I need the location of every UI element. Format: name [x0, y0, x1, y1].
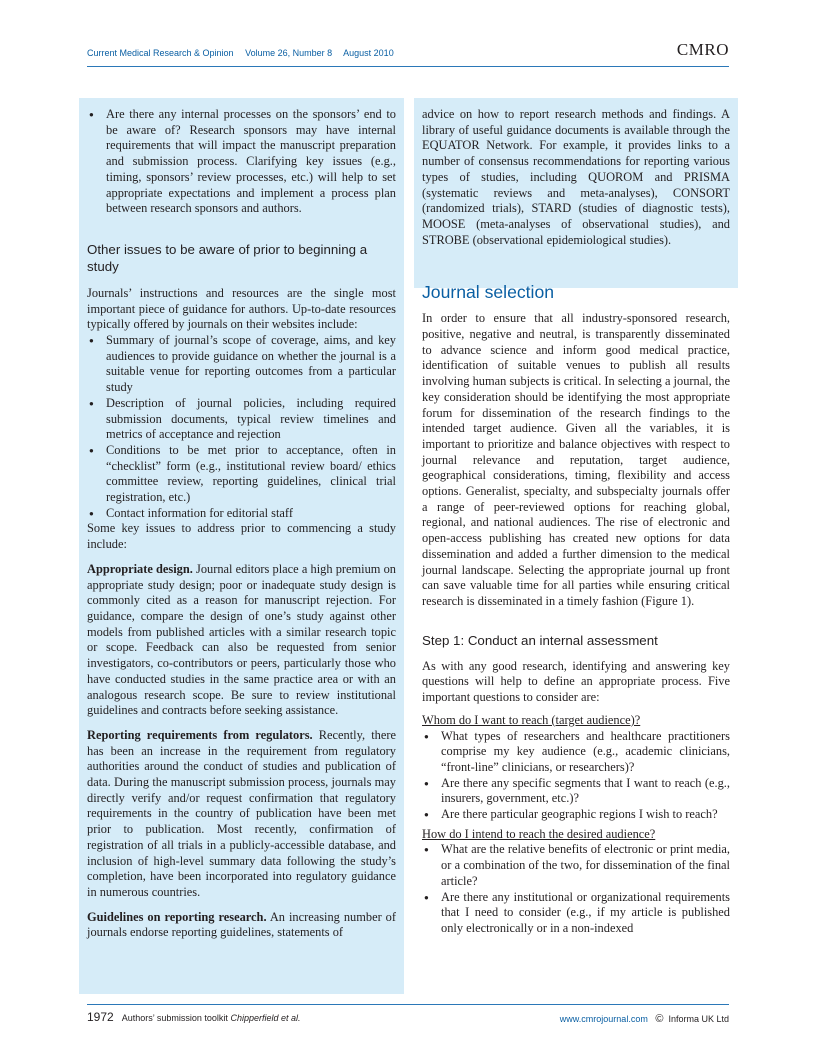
guidelines-text: An increasing number of journals endorse reporting guidelines, statements of — [87, 909, 396, 940]
intro-paragraph: Journals’ instructions and resources are the single most important piece of guidance for authors. Up-to-date resources typically offered by journals on their websites include: — [87, 285, 396, 332]
list-item: ● What are the relative benefits of electronic or print media, or a combination of the two, for dissemination of the final article? — [422, 842, 730, 889]
journal-website-link[interactable]: www.cmrojournal.com — [559, 1014, 648, 1024]
guidelines-continued: advice on how to report research methods and findings. A library of useful guidance documents is available through the EQUATOR Network. For example, it provides links to a number of consensus recommendations for reporting various types of studies, including QUOROM and PRISMA (systematic reviews and meta-analyses), CONSORT (randomized trials), STARD (studies of diagnostic tests), MOOSE (meta-analyses of observational studies), and STROBE (observational epidemiological studies). — [422, 107, 730, 247]
page-header — [87, 40, 729, 60]
sponsor-bullet-list — [87, 107, 396, 217]
list-item: ● Contact information for editorial staff — [87, 506, 396, 522]
question-target-audience: Whom do I want to reach (target audience)? — [422, 712, 641, 727]
running-authors: Chipperfield et al. — [230, 1013, 301, 1023]
journal-citation — [87, 48, 403, 58]
list-item: ● Description of journal policies, including required submission documents, typical review timelines and metrics of acceptance and rejection — [87, 396, 396, 443]
design-lead: Appropriate design. — [87, 561, 193, 576]
list-item: ● Conditions to be met prior to acceptance, often in “checklist” form (e.g., institutional review board/ ethics committee review, reporting guidelines, clinical trial registration, etc.) — [87, 443, 396, 506]
right-column — [422, 107, 730, 937]
header-rule — [87, 66, 729, 67]
running-title: Authors’ submission toolkit — [121, 1013, 228, 1023]
copyright-icon: © — [655, 1013, 664, 1025]
journal-name: Current Medical Research & Opinion — [87, 48, 234, 58]
section-heading-step1: Step 1: Conduct an internal assessment — [422, 632, 658, 648]
footer-rule — [87, 1004, 729, 1005]
journal-brand: CMRO — [676, 40, 729, 59]
journal-volume: Volume 26, Number 8 — [245, 48, 333, 58]
step1-paragraph: As with any good research, identifying and answering key questions will help to define an appropriate process. Five important questions to consider are: — [422, 658, 730, 705]
design-text: Journal editors place a high premium on appropriate study design; poor or inadequate study design is commonly cited as a reason for manuscript rejection. For guidance, compare the design of one’s study against other models from published articles with a similar research topic or scope. Feedback can also be requested from senior investigators, co-contributors or peers, particularly those who have conducted studies in the same practice area or with an analogous research scope. Be sure to review institutional guidelines and contracts before seeking assistance. — [87, 561, 396, 718]
list-item: ● Are there any institutional or organizational requirements that I need to consider (e.g., if my article is published only electronically or in a non-indexed — [422, 890, 730, 937]
guidelines-lead: Guidelines on reporting research. — [87, 909, 267, 924]
section-heading-journal-selection: Journal selection — [422, 282, 555, 303]
section-heading-other-issues: Other issues to be aware of prior to beginning a study — [87, 241, 368, 274]
regulators-lead: Reporting requirements from regulators. — [87, 727, 313, 742]
design-paragraph — [87, 562, 396, 719]
reach-question-list — [422, 842, 730, 936]
list-item: ● Summary of journal’s scope of coverage, aims, and key audiences to provide guidance on whether the journal is a suitable venue for reporting outcomes from a particular study — [87, 333, 396, 396]
guidelines-paragraph — [87, 910, 396, 941]
list-item: ● Are there particular geographic regions I wish to reach? — [422, 807, 730, 823]
journal-selection-paragraph: In order to ensure that all industry-sponsored research, positive, negative and neutral, is transparently disseminated to advance science and inform good medical practice, identification of suitable venues to publish all results involving human subjects is critical. In selecting a journal, the key consideration should be identifying the most appropriate forum for dissemination of the research findings to the intended target audience. Given all the variables, it is important to prioritize and balance objectives with respect to journal relevance and reputation, target audience, geographical considerations, timing, flexibility and access options. Generalist, specialty, and subspecialty journals offer a range of peer-reviewed options for reaching global, regional, and national audiences. The rise of electronic and open-access publishing has created new options for data dissemination and added a further dimension to the medical journal landscape. Selecting the appropriate journal up front can save valuable time for all parties while ensuring critical research is disseminated in a timely fashion (Figure 1). — [422, 311, 730, 608]
key-issues-paragraph: Some key issues to address prior to commencing a study include: — [87, 521, 396, 552]
left-column — [87, 107, 396, 941]
question-reach-audience: How do I intend to reach the desired audience? — [422, 826, 656, 841]
page-footer — [87, 1010, 729, 1026]
footer-left — [87, 1010, 301, 1024]
footer-right — [560, 1013, 729, 1025]
list-item: ● Are there any specific segments that I want to reach (e.g., insurers, government, etc.)? — [422, 776, 730, 807]
journal-date: August 2010 — [343, 48, 394, 58]
publisher-name: Informa UK Ltd — [668, 1014, 729, 1024]
regulators-paragraph — [87, 728, 396, 901]
list-item: ● Are there any internal processes on the sponsors’ end to be aware of? Research sponsors may have internal requirements that will impact the manuscript preparation and submission process. Clarifying key issues (e.g., timing, sponsors’ review processes, etc.) will help to set appropriate expectations and implement a process plan between research sponsors and authors. — [87, 107, 396, 217]
list-item: ● What types of researchers and healthcare practitioners comprise my key audience (e.g., academic clinicians, “front-line” clinicians, or researchers)? — [422, 729, 730, 776]
page-number: 1972 — [87, 1010, 114, 1024]
audience-question-list — [422, 729, 730, 823]
regulators-text: Recently, there has been an increase in the requirement from regulatory authorities around the conduct of studies and publication of data. During the manuscript submission process, journals may directly verify and/or request confirmation that regulatory requirements in the country of publication have been met prior to publication. Most recently, confirmation of registration of all trials in a publicly-accessible database, and inclusion of high-level summary data following the study’s completion, have been incorporated into regulatory guidance in numerous countries. — [87, 727, 396, 899]
resources-list — [87, 333, 396, 521]
